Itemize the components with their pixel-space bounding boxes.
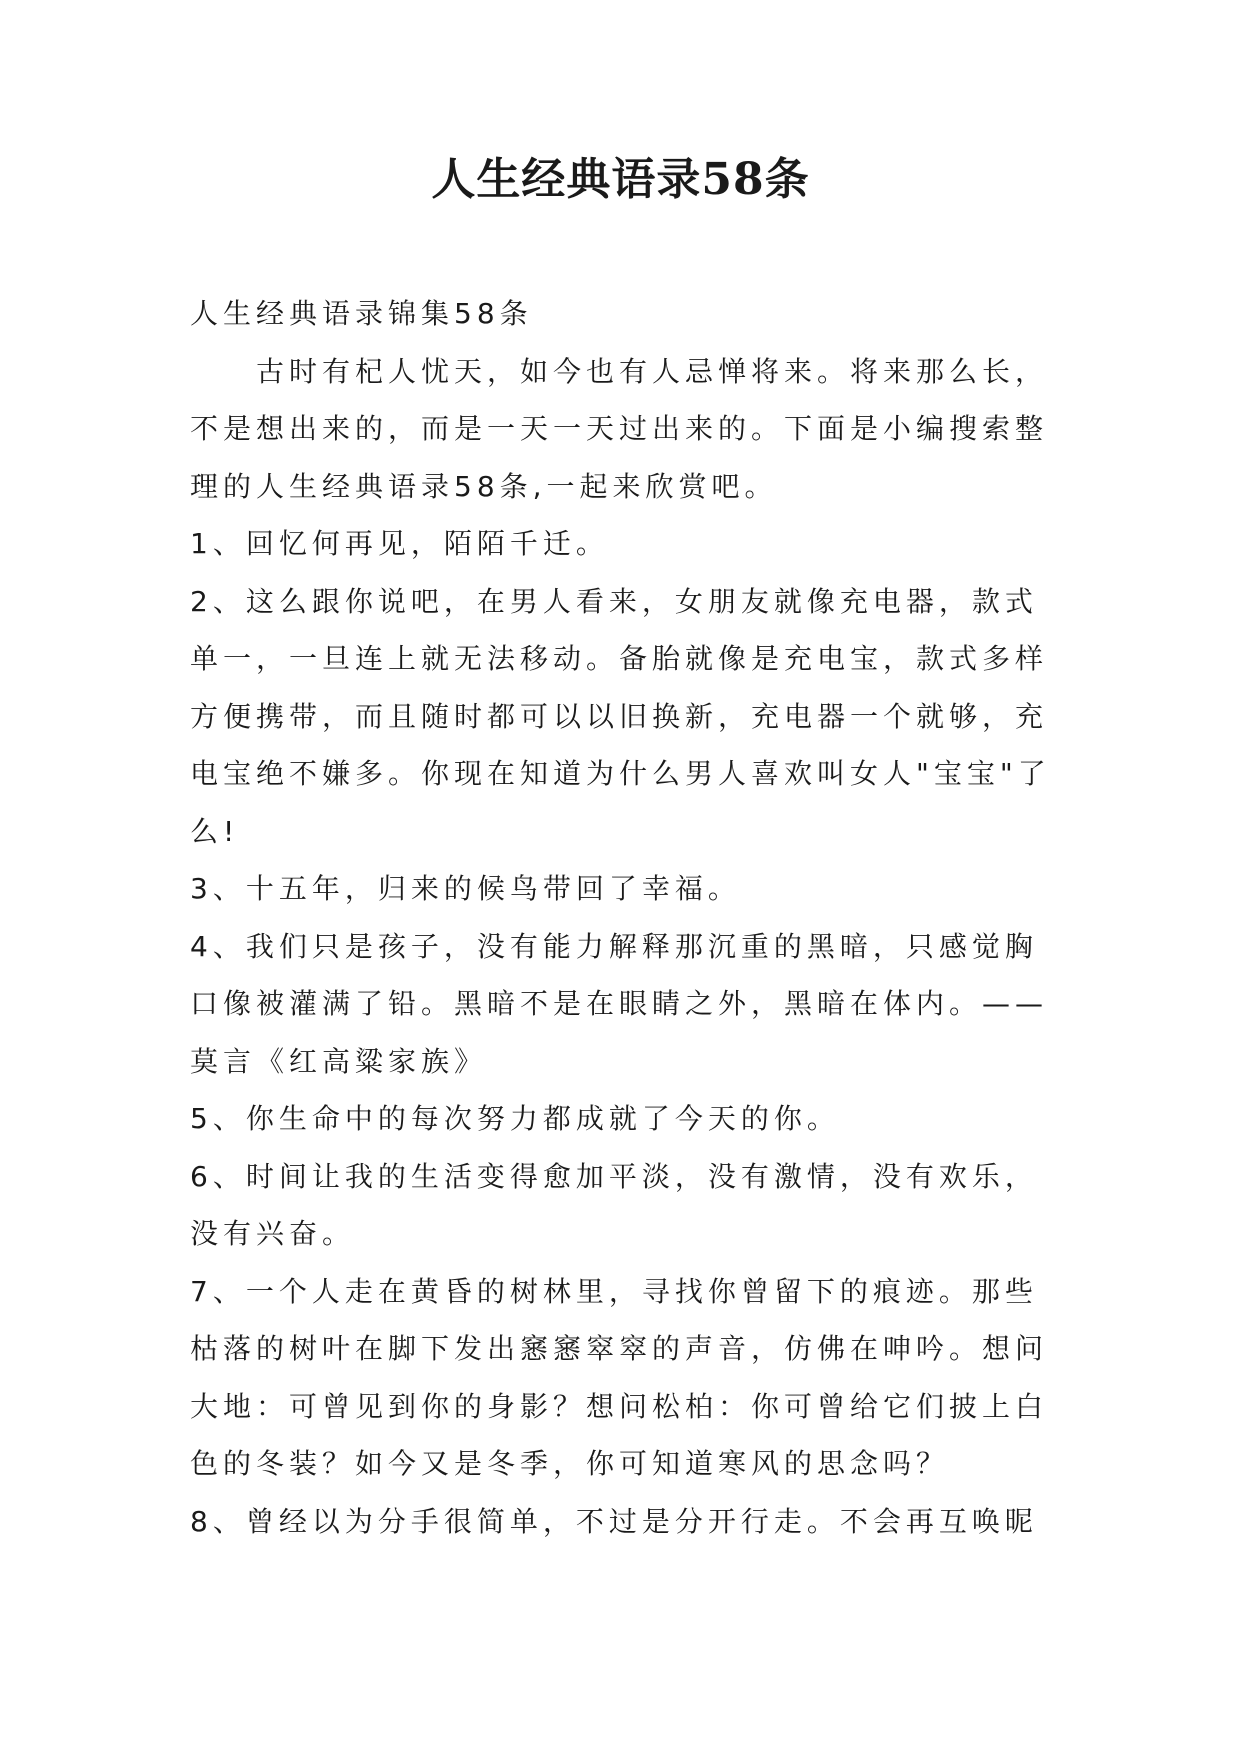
quote-item-7: 7、一个人走在黄昏的树林里，寻找你曾留下的痕迹。那些枯落的树叶在脚下发出窸窸窣窣的声音，仿佛在呻吟。想问大地：可曾见到你的身影？想问松柏：你可曾给它们披上白色的冬装？如今又是冬季，你可知道寒风的思念吗？: [190, 1274, 1049, 1480]
intro-paragraph: 古时有杞人忧天，如今也有人忌惮将来。将来那么长，不是想出来的，而是一天一天过出来的。下面是小编搜索整理的人生经典语录58条,一起来欣赏吧。: [190, 354, 1049, 503]
quote-item-2: 2、这么跟你说吧，在男人看来，女朋友就像充电器，款式单一，一旦连上就无法移动。备胎就像是充电宝，款式多样方便携带，而且随时都可以以旧换新，充电器一个就够，充电宝绝不嫌多。你现在知道为什么男人喜欢叫女人"宝宝"了么!: [190, 584, 1051, 848]
document-title: 人生经典语录58条: [431, 154, 810, 205]
quote-item-3: 3、十五年，归来的候鸟带回了幸福。: [190, 872, 741, 905]
quote-item-4: 4、我们只是孩子，没有能力解释那沉重的黑暗，只感觉胸口像被灌满了铅。黑暗不是在眼睛之外，黑暗在体内。——莫言《红高粱家族》: [190, 929, 1049, 1078]
quote-item-1: 1、回忆何再见，陌陌千迁。: [190, 527, 609, 560]
document-body: [190, 285, 1060, 1550]
subtitle: 人生经典语录锦集58条: [190, 297, 533, 330]
quote-item-5: 5、你生命中的每次努力都成就了今天的你。: [190, 1102, 840, 1135]
quote-item-6: 6、时间让我的生活变得愈加平淡，没有激情，没有欢乐，没有兴奋。: [190, 1159, 1038, 1250]
quote-item-8: 8、曾经以为分手很简单，不过是分开行走。不会再互唤昵: [190, 1504, 1038, 1538]
